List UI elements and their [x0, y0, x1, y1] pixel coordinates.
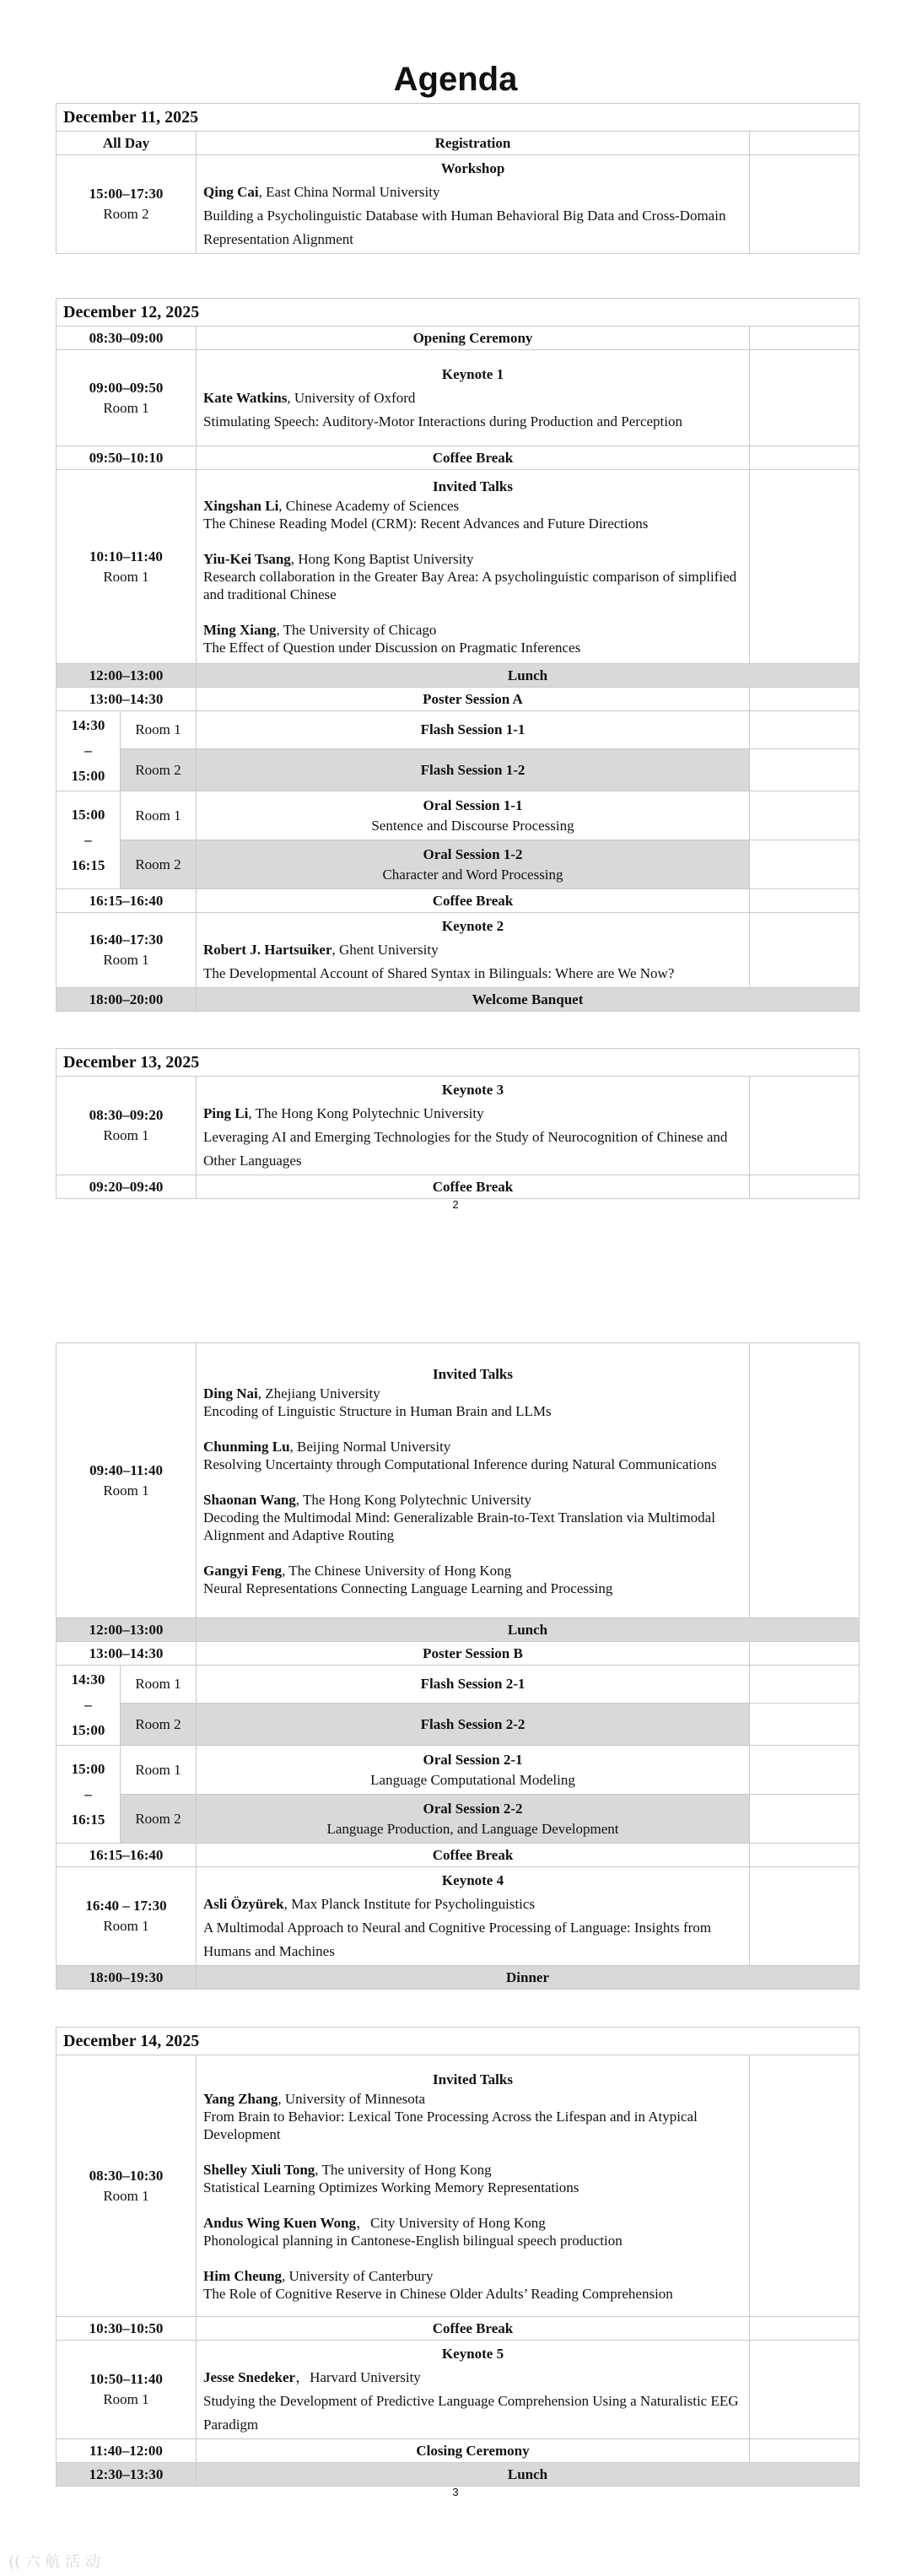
speaker-line — [203, 938, 742, 962]
agenda-row — [57, 1618, 860, 1642]
room-label: Room 2 — [103, 206, 149, 222]
empty-cell — [750, 1867, 860, 1966]
talk-title: Decoding the Multimodal Mind: Generalizable Brain-to-Text Translation via Multimodal Alignment and Adaptive Routing — [203, 1509, 715, 1543]
speaker-line — [203, 386, 742, 410]
agenda-row — [57, 913, 860, 988]
speaker-line — [203, 1102, 742, 1126]
empty-cell — [750, 1746, 860, 1795]
time-cell: 12:00–13:00 — [57, 664, 197, 688]
session-detail — [197, 1343, 750, 1618]
empty-cell — [750, 2439, 860, 2463]
page-number: 2 — [452, 1198, 459, 1211]
session-title: Oral Session 2-1 — [423, 1751, 523, 1768]
day-table-dec-13-continued — [56, 1342, 860, 1990]
speaker-name: Shaonan Wang — [203, 1491, 296, 1508]
empty-cell — [750, 2055, 860, 2317]
day-table-dec-13 — [56, 1048, 860, 1199]
agenda-row — [57, 1746, 860, 1795]
talk-title: Building a Psycholinguistic Database with Human Behavioral Big Data and Cross-Domain Representation Alignment — [203, 208, 726, 247]
agenda-row — [57, 470, 860, 664]
room-label: Room 1 — [103, 399, 149, 416]
empty-cell — [750, 2341, 860, 2439]
page-number: 3 — [452, 2486, 459, 2498]
session-title: Welcome Banquet — [197, 988, 860, 1012]
session-time: 09:40–11:40 — [89, 1461, 163, 1478]
empty-cell — [750, 688, 860, 711]
session-detail — [197, 2055, 750, 2317]
session-heading: Keynote 3 — [441, 1082, 504, 1098]
time-cell: 18:00–19:30 — [57, 1966, 197, 1990]
time-cell: All Day — [57, 132, 197, 155]
empty-cell — [750, 446, 860, 470]
room-label: Room 2 — [121, 749, 197, 791]
session-detail — [197, 1867, 750, 1966]
session-heading: Workshop — [440, 160, 505, 176]
time-cell — [57, 1343, 197, 1618]
agenda-row — [57, 446, 860, 470]
time-cell — [57, 1746, 121, 1844]
speaker-affiliation: , The Chinese University of Hong Kong — [282, 1562, 512, 1579]
speaker-affiliation: , University of Minnesota — [278, 2090, 426, 2107]
time-cell — [57, 155, 197, 254]
talk-title: The Role of Cognitive Reserve in Chinese Older Adults’ Reading Comprehension — [203, 2285, 673, 2302]
speaker-name: Chunming Lu — [203, 1438, 290, 1455]
empty-cell — [750, 470, 860, 664]
day-table-dec-12 — [56, 298, 860, 1012]
session-detail — [197, 1795, 750, 1844]
time-cell: 16:15–16:40 — [57, 1844, 197, 1867]
session-title: Registration — [197, 132, 750, 155]
room-label: Room 1 — [103, 1918, 149, 1934]
agenda-row — [57, 2055, 860, 2317]
session-detail — [197, 840, 750, 889]
room-label: Room 2 — [121, 840, 197, 889]
room-label: Room 1 — [121, 791, 197, 840]
room-label: Room 1 — [121, 1746, 197, 1795]
session-detail — [197, 1077, 750, 1175]
speaker-name: Robert J. Hartsuiker — [203, 942, 332, 958]
room-label: Room 1 — [103, 1127, 149, 1143]
talk-title: Resolving Uncertainty through Computational Inference during Natural Communications — [203, 1455, 717, 1472]
day-header — [57, 2028, 860, 2055]
empty-cell — [750, 913, 860, 988]
empty-cell — [750, 350, 860, 446]
session-title: Oral Session 2-2 — [423, 1800, 523, 1817]
talk-title: Research collaboration in the Greater Bay Area: A psycholinguistic comparison of simplified and traditional Chinese — [203, 569, 737, 602]
talk-title: Studying the Development of Predictive Language Comprehension Using a Naturalistic EEG Paradigm — [203, 2393, 739, 2433]
talk-title: Neural Representations Connecting Language Learning and Processing — [203, 1580, 613, 1596]
speaker-affiliation: , East China Normal University — [258, 184, 440, 200]
session-time-end: 15:00 — [71, 1722, 105, 1738]
session-time-start: 15:00 — [71, 1760, 105, 1777]
session-heading: Invited Talks — [433, 1365, 513, 1382]
empty-cell — [750, 327, 860, 350]
talk-title: Phonological planning in Cantonese-English bilingual speech production — [203, 2232, 623, 2249]
session-title: Opening Ceremony — [197, 327, 750, 350]
empty-cell — [750, 1175, 860, 1199]
speaker-line — [203, 2161, 742, 2179]
empty-cell — [750, 1077, 860, 1175]
session-detail — [197, 350, 750, 446]
time-cell — [57, 791, 121, 889]
time-cell — [57, 2055, 197, 2317]
talk-title: A Multimodal Approach to Neural and Cognitive Processing of Language: Insights from Humans and Machines — [203, 1920, 711, 1959]
empty-cell — [750, 155, 860, 254]
agenda-row — [57, 327, 860, 350]
session-title: Oral Session 1-1 — [423, 797, 523, 813]
session-title: Oral Session 1-2 — [423, 845, 523, 862]
session-heading: Keynote 5 — [441, 2346, 504, 2362]
talk-title: The Chinese Reading Model (CRM): Recent Advances and Future Directions — [203, 516, 649, 532]
speaker-name: Gangyi Feng — [203, 1562, 283, 1579]
room-label: Room 1 — [103, 2187, 149, 2204]
session-time: 09:00–09:50 — [89, 379, 164, 396]
speaker-affiliation: , Chinese Academy of Sciences — [278, 498, 460, 514]
talk-title: Leveraging AI and Emerging Technologies for the Study of Neurocognition of Chinese and Other Languages — [203, 1129, 728, 1169]
speaker-name: Asli Özyürek — [203, 1896, 284, 1912]
session-topic: Language Production, and Language Development — [326, 1820, 619, 1837]
session-heading: Keynote 1 — [441, 365, 504, 382]
day-date: December 13, 2025 — [57, 1049, 860, 1077]
speaker-line — [203, 2214, 742, 2232]
agenda-row — [57, 791, 860, 840]
session-title: Poster Session A — [197, 688, 750, 711]
session-time-end: 15:00 — [71, 768, 105, 784]
speaker-affiliation: , The Hong Kong Polytechnic University — [295, 1491, 532, 1508]
time-cell: 09:20–09:40 — [57, 1175, 197, 1199]
time-cell — [57, 711, 121, 791]
talk-title: From Brain to Behavior: Lexical Tone Processing Across the Lifespan and in Atypical Development — [203, 2108, 698, 2142]
day-header — [57, 1049, 860, 1077]
time-cell — [57, 350, 197, 446]
speaker-line — [203, 497, 742, 515]
empty-cell — [750, 889, 860, 913]
session-detail — [197, 155, 750, 254]
speaker-line — [203, 1385, 742, 1402]
session-heading: Invited Talks — [433, 478, 513, 494]
speaker-affiliation: ，Harvard University — [295, 2369, 421, 2385]
speaker-affiliation: , University of Oxford — [287, 389, 416, 406]
time-cell — [57, 470, 197, 664]
time-cell — [57, 1666, 121, 1746]
session-title: Flash Session 2-2 — [197, 1704, 750, 1746]
speaker-line — [203, 1562, 742, 1580]
speaker-line — [203, 1893, 742, 1916]
agenda-row — [57, 350, 860, 446]
day-header — [57, 104, 860, 132]
agenda-row — [57, 2341, 860, 2439]
speaker-name: Ding Nai — [203, 1385, 258, 1401]
session-title: Lunch — [197, 664, 860, 688]
session-detail — [197, 2341, 750, 2439]
agenda-row — [57, 1343, 860, 1618]
room-label: Room 1 — [103, 568, 149, 585]
time-cell — [57, 913, 197, 988]
empty-cell — [750, 1642, 860, 1666]
session-time: 08:30–10:30 — [89, 2167, 164, 2184]
agenda-row — [57, 749, 860, 791]
room-label: Room 1 — [103, 952, 149, 968]
session-title: Coffee Break — [197, 889, 750, 913]
session-time: 16:40–17:30 — [89, 932, 164, 948]
session-time: 15:00–17:30 — [89, 186, 164, 202]
time-cell: 13:00–14:30 — [57, 1642, 197, 1666]
session-time-end: 16:15 — [71, 856, 105, 873]
agenda-row — [57, 1077, 860, 1175]
day-date: December 14, 2025 — [57, 2028, 860, 2055]
speaker-name: Andus Wing Kuen Wong — [203, 2214, 356, 2231]
speaker-affiliation: , Hong Kong Baptist University — [290, 551, 474, 567]
room-label: Room 2 — [121, 1704, 197, 1746]
time-cell: 18:00–20:00 — [57, 988, 197, 1012]
speaker-name: Yang Zhang — [203, 2090, 278, 2107]
time-cell: 12:30–13:30 — [57, 2463, 197, 2487]
agenda-row — [57, 711, 860, 749]
session-time-end: 16:15 — [71, 1811, 105, 1828]
day-table-dec-11 — [56, 103, 860, 254]
speaker-affiliation: , The university of Hong Kong — [315, 2161, 492, 2178]
session-title: Lunch — [197, 1618, 860, 1642]
speaker-affiliation: ，City University of Hong Kong — [355, 2214, 546, 2231]
speaker-affiliation: , Ghent University — [332, 942, 439, 958]
agenda-row — [57, 1966, 860, 1990]
day-table-dec-14 — [56, 2027, 860, 2487]
speaker-name: Shelley Xiuli Tong — [203, 2161, 315, 2178]
session-title: Poster Session B — [197, 1642, 750, 1666]
room-label: Room 1 — [121, 711, 197, 749]
empty-cell — [750, 2317, 860, 2341]
speaker-name: Ming Xiang — [203, 622, 277, 638]
session-topic: Character and Word Processing — [382, 866, 563, 883]
session-detail — [197, 1746, 750, 1795]
speaker-name: Xingshan Li — [203, 498, 279, 514]
time-cell — [57, 2341, 197, 2439]
session-title: Dinner — [197, 1966, 860, 1990]
speaker-name: Kate Watkins — [203, 389, 288, 406]
speaker-affiliation: , Zhejiang University — [257, 1385, 380, 1401]
speaker-affiliation: , The University of Chicago — [276, 622, 437, 638]
room-label: Room 1 — [103, 2391, 149, 2407]
speaker-name: Yiu-Kei Tsang — [203, 551, 291, 567]
agenda-row — [57, 688, 860, 711]
agenda-row — [57, 2439, 860, 2463]
talk-title: Encoding of Linguistic Structure in Human Brain and LLMs — [203, 1402, 552, 1419]
speaker-name: Ping Li — [203, 1105, 249, 1121]
talk-title: Stimulating Speech: Auditory-Motor Interactions during Production and Perception — [203, 413, 682, 429]
time-cell: 16:15–16:40 — [57, 889, 197, 913]
session-detail — [197, 913, 750, 988]
session-time: 16:40 – 17:30 — [85, 1898, 167, 1914]
agenda-row — [57, 1704, 860, 1746]
talk-title: Statistical Learning Optimizes Working Memory Representations — [203, 2179, 579, 2195]
session-time-start: 14:30 — [71, 1671, 105, 1688]
empty-cell — [750, 1343, 860, 1618]
room-label: Room 1 — [103, 1482, 149, 1499]
agenda-row — [57, 1666, 860, 1704]
speaker-line — [203, 550, 742, 568]
time-cell: 08:30–09:00 — [57, 327, 197, 350]
session-title: Flash Session 2-1 — [197, 1666, 750, 1704]
session-heading: Invited Talks — [433, 2071, 513, 2087]
speaker-name: Jesse Snedeker — [203, 2369, 296, 2385]
session-time: 10:10–11:40 — [89, 548, 163, 564]
agenda-row — [57, 1795, 860, 1844]
time-cell — [57, 1867, 197, 1966]
speaker-line — [203, 1438, 742, 1455]
empty-cell — [750, 1704, 860, 1746]
empty-cell — [750, 840, 860, 889]
time-cell: 10:30–10:50 — [57, 2317, 197, 2341]
time-dash: – — [84, 1785, 92, 1802]
session-topic: Sentence and Discourse Processing — [371, 817, 574, 834]
speaker-affiliation: , University of Canterbury — [282, 2267, 434, 2284]
speaker-line — [203, 2366, 742, 2390]
agenda-row — [57, 132, 860, 155]
session-title: Coffee Break — [197, 446, 750, 470]
agenda-row — [57, 988, 860, 1012]
speaker-line — [203, 2267, 742, 2285]
day-date: December 12, 2025 — [57, 299, 860, 327]
agenda-row — [57, 2463, 860, 2487]
time-dash: – — [84, 831, 92, 848]
session-title: Flash Session 1-2 — [197, 749, 750, 791]
watermark-logo: (( 六 航 活 动 — [8, 2553, 100, 2571]
time-cell: 11:40–12:00 — [57, 2439, 197, 2463]
empty-cell — [750, 1795, 860, 1844]
agenda-row — [57, 1642, 860, 1666]
talk-title: The Developmental Account of Shared Syntax in Bilinguals: Where are We Now? — [203, 965, 675, 981]
session-heading: Keynote 4 — [441, 1872, 504, 1888]
speaker-line — [203, 181, 742, 204]
time-cell: 09:50–10:10 — [57, 446, 197, 470]
speaker-affiliation: , Max Planck Institute for Psycholinguistics — [283, 1896, 536, 1912]
speaker-line — [203, 2090, 742, 2108]
agenda-row — [57, 664, 860, 688]
session-heading: Keynote 2 — [441, 918, 504, 934]
speaker-line — [203, 621, 742, 639]
session-title: Closing Ceremony — [197, 2439, 750, 2463]
speaker-affiliation: , Beijing Normal University — [289, 1438, 451, 1455]
empty-cell — [750, 749, 860, 791]
session-title: Flash Session 1-1 — [197, 711, 750, 749]
empty-cell — [750, 791, 860, 840]
time-dash: – — [84, 743, 92, 759]
day-date: December 11, 2025 — [57, 104, 860, 132]
empty-cell — [750, 711, 860, 749]
time-cell: 13:00–14:30 — [57, 688, 197, 711]
talk-title: The Effect of Question under Discussion on Pragmatic Inferences — [203, 640, 581, 656]
session-time-start: 14:30 — [71, 717, 105, 733]
session-time-start: 15:00 — [71, 806, 105, 823]
session-detail — [197, 791, 750, 840]
session-detail — [197, 470, 750, 664]
speaker-name: Him Cheung — [203, 2267, 283, 2284]
agenda-row — [57, 840, 860, 889]
empty-cell — [750, 1844, 860, 1867]
agenda-row — [57, 1867, 860, 1966]
speaker-affiliation: , The Hong Kong Polytechnic University — [248, 1105, 484, 1121]
time-cell — [57, 1077, 197, 1175]
agenda-row — [57, 1175, 860, 1199]
empty-cell — [750, 1666, 860, 1704]
session-title: Coffee Break — [197, 1844, 750, 1867]
room-label: Room 2 — [121, 1795, 197, 1844]
session-title: Coffee Break — [197, 1175, 750, 1199]
session-title: Lunch — [197, 2463, 860, 2487]
speaker-name: Qing Cai — [203, 184, 259, 200]
session-topic: Language Computational Modeling — [370, 1771, 575, 1788]
agenda-row — [57, 2317, 860, 2341]
session-title: Coffee Break — [197, 2317, 750, 2341]
session-time: 10:50–11:40 — [89, 2371, 163, 2387]
time-dash: – — [84, 1697, 92, 1713]
empty-cell — [750, 132, 860, 155]
day-header — [57, 299, 860, 327]
page-title: Agenda — [393, 61, 518, 98]
agenda-row — [57, 1844, 860, 1867]
agenda-row — [57, 155, 860, 254]
agenda-row — [57, 889, 860, 913]
session-time: 08:30–09:20 — [89, 1107, 164, 1123]
time-cell: 12:00–13:00 — [57, 1618, 197, 1642]
room-label: Room 1 — [121, 1666, 197, 1704]
speaker-line — [203, 1491, 742, 1509]
